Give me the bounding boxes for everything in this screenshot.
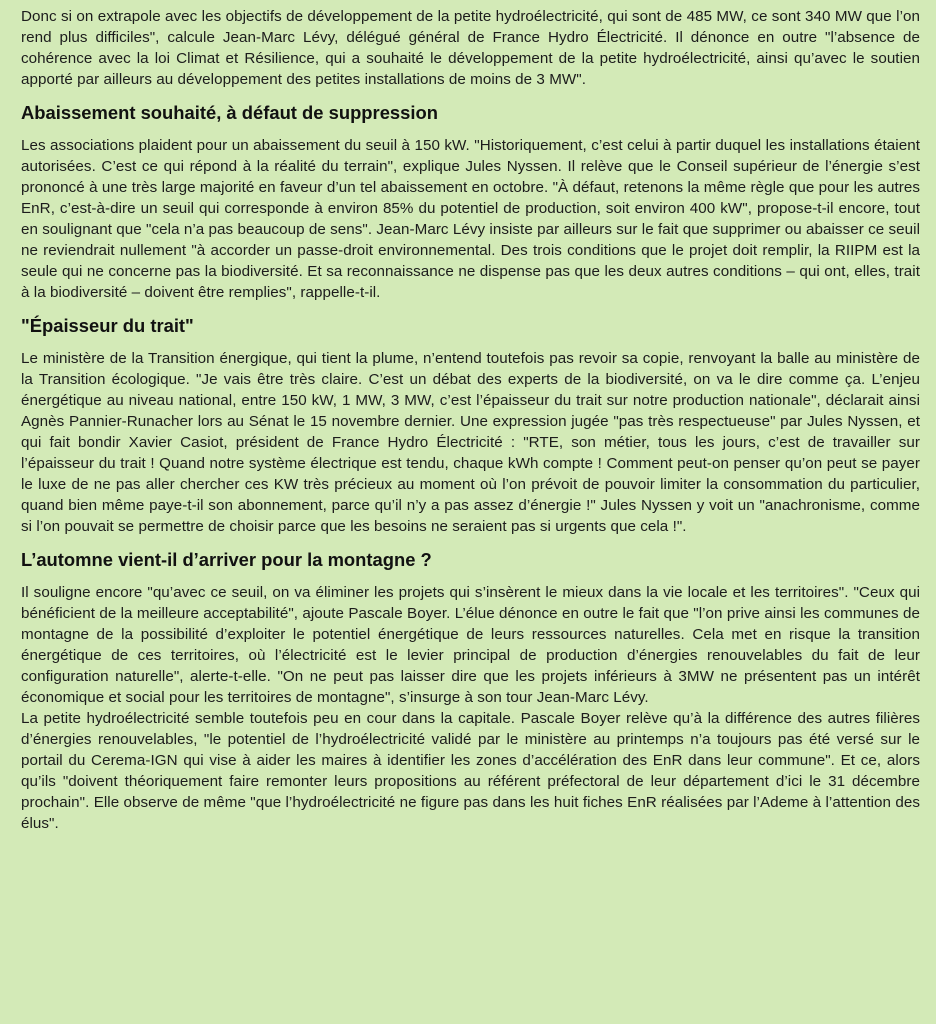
section-automne-montagne xyxy=(21,548,920,834)
section-heading: Abaissement souhaité, à défaut de suppression xyxy=(21,102,438,123)
section-paragraph: Les associations plaident pour un abaissement du seuil à 150 kW. "Historiquement, c’est celui à partir duquel les installations étaient autorisées. C’est ce qui répond à la réalité du terrain", explique Jules Nyssen. Il relève que le Conseil supérieur de l’énergie s’est prononcé à une très large majorité en faveur d’un tel abaissement en octobre. "À défaut, retenons la même règle que pour les autres EnR, c’est-à-dire un seuil qui corresponde à environ 85% du potentiel de production, soit environ 400 kW", propose-t-il encore, tout en soulignant que "cela n’a pas beaucoup de sens". Jean-Marc Lévy insiste par ailleurs sur le fait que supprimer ou abaisser ce seuil ne reviendrait nullement "à accorder un passe-droit environnemental. Des trois conditions que le projet doit remplir, la RIIPM est la seule qui ne concerne pas la biodiversité. Et sa reconnaissance ne dispense pas que les deux autres conditions – qui ont, elles, trait à la biodiversité – doivent être remplies", rappelle-t-il. xyxy=(21,137,920,301)
section-paragraph: Il souligne encore "qu’avec ce seuil, on va éliminer les projets qui s’insèrent le mieux dans la vie locale et les territoires". "Ceux qui bénéficient de la meilleure acceptabilité", ajoute Pascale Boyer. L’élue dénonce en outre le fait que "l’on prive ainsi les communes de montagne de la possibilité d’exploiter le potentiel énergétique de leurs ressources naturelles. Cela met en risque la transition énergétique de ces territoires, où l’électricité est le levier principal de production d’énergies renouvelables du fait de leur configuration naturelle", alerte-t-elle. "On ne peut pas laisser dire que les projets inférieurs à 3MW ne présentent pas un intérêt économique et social pour les territoires de montagne", s’insurge à son tour Jean-Marc Lévy. xyxy=(21,584,920,706)
section-heading: L’automne vient-il d’arriver pour la montagne ? xyxy=(21,549,432,570)
section-abaissement xyxy=(21,101,920,303)
section-epaisseur-du-trait xyxy=(21,314,920,537)
section-heading: "Épaisseur du trait" xyxy=(21,315,194,336)
intro-paragraph: Donc si on extrapole avec les objectifs de développement de la petite hydroélectricité, qui sont de 485 MW, ce sont 340 MW que l’on rend plus difficiles", calcule Jean-Marc Lévy, délégué général de France Hydro Électricité. Il dénonce en outre "l’absence de cohérence avec la loi Climat et Résilience, qui a souhaité le développement de la petite hydroélectricité, ainsi qu’avec le soutien apporté par ailleurs au développement des petites installations de moins de 3 MW". xyxy=(21,8,920,88)
section-paragraph: La petite hydroélectricité semble toutefois peu en cour dans la capitale. Pascale Boyer relève qu’à la différence des autres filières d’énergies renouvelables, "le potentiel de l’hydroélectricité validé par le ministère au printemps n’a toujours pas été versé sur le portail du Cerema-IGN qui vise à aider les maires à identifier les zones d’accélération des EnR dans leur commune". Et ce, alors qu’ils "doivent théoriquement faire remonter leurs propositions au référent préfectoral de leur département d’ici le 31 décembre prochain". Elle observe de même "que l’hydroélectricité ne figure pas dans les huit fiches EnR réalisées par l’Ademe à l’attention des élus". xyxy=(21,710,920,832)
section-paragraph: Le ministère de la Transition énergique, qui tient la plume, n’entend toutefois pas revoir sa copie, renvoyant la balle au ministère de la Transition écologique. "Je vais être très claire. C’est un débat des experts de la biodiversité, on va le dire comme ça. L’enjeu énergétique au niveau national, entre 150 kW, 1 MW, 3 MW, c’est l’épaisseur du trait sur notre production nationale", déclarait ainsi Agnès Pannier-Runacher lors au Sénat le 15 novembre dernier. Une expression jugée "pas très respectueuse" par Jules Nyssen, et qui fait bondir Xavier Casiot, président de France Hydro Électricité : "RTE, son métier, tous les jours, c’est de travailler sur l’épaisseur du trait ! Quand notre système électrique est tendu, chaque kWh compte ! Comment peut-on penser qu’on peut se payer le luxe de ne pas aller chercher ces KW très précieux au moment où l’on prévoit de pouvoir limiter la consommation du particulier, quand bien même paye-t-il son abonnement, parce qu’il n’y a pas assez d’énergie !" Jules Nyssen y voit un "anachronisme, comme si l’on pouvait se permettre de choisir parce que les besoins ne seraient pas si urgents que cela !". xyxy=(21,350,920,535)
